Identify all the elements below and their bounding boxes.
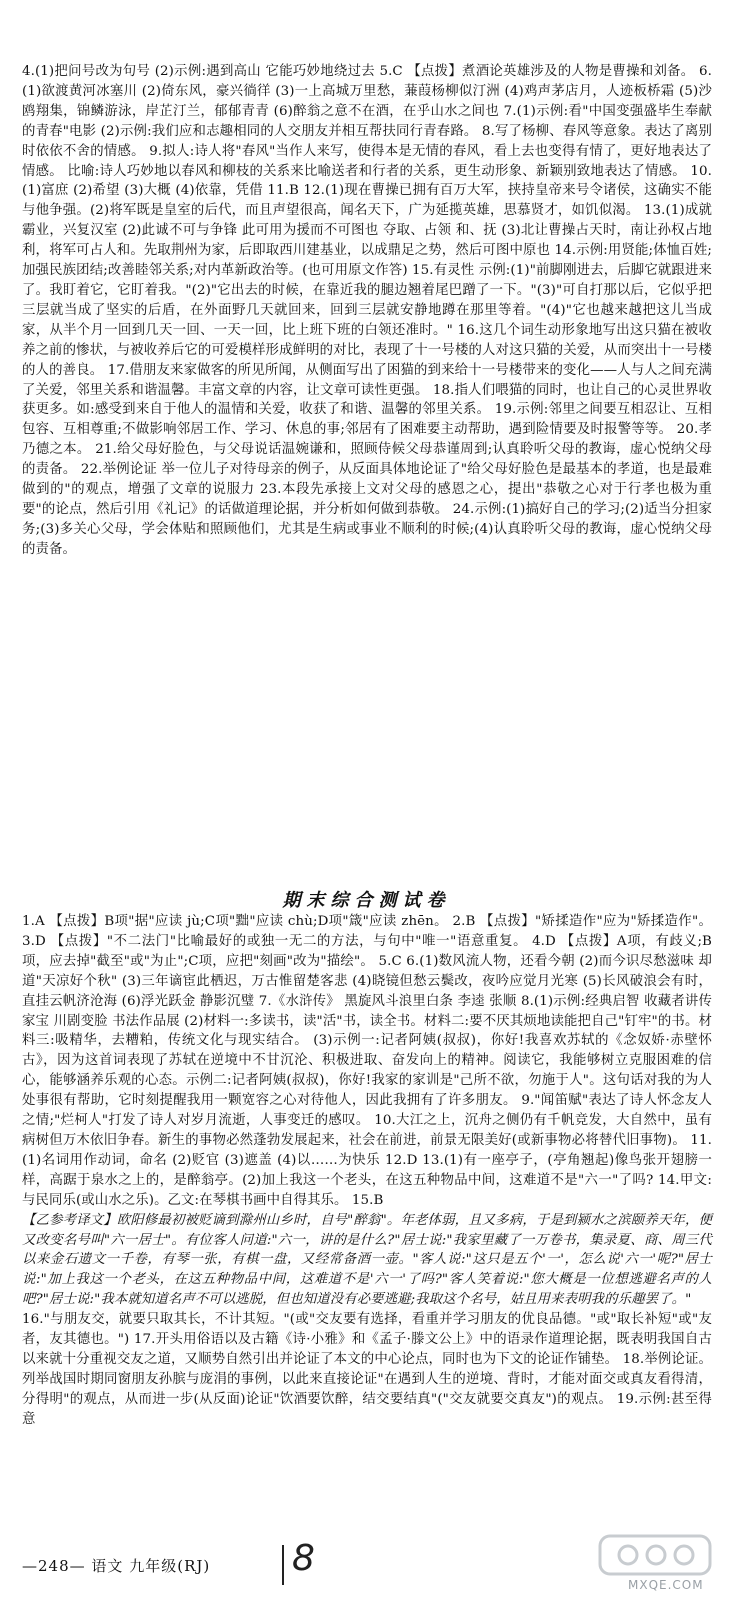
subject-label: 语文 [91,1557,124,1575]
final-exam-title: 期末综合测试卷 [282,890,451,911]
handwritten-mark: 8 [292,1538,315,1579]
section-2-text-continued: 16."与朋友交，就要只取其长，不计其短。"(或"交友要有选择，看重并学习朋友的优良品德。"或"取长补短"或"友者，友其德也。") 17.开头用俗语以及古籍《诗·小雅》和《孟子·滕文公上》中的语录作道理论据，既表明我国自古以来就十分重视交友之道，又顺势自然引出并论证了本文的中心论点，同时也为下文的论证作铺垫。 18.举例论证。列举战国时期同窗朋友孙膑与庞涓的事例，以此来直接论证"在遇到人生的逆境、背时，才能对面交或真友看得清，分得明"的观点，从而进一步(从反面)论证"饮酒要饮醉，结交要结真"("交友就要交真友")的观点。 19.示例:甚至得意 [22,1312,712,1427]
section-1-text: 4.(1)把问号改为句号 (2)示例:遇到高山 它能巧妙地绕过去 5.C 【点拨】煮酒论英雄涉及的人物是曹操和刘备。 6.(1)欲渡黄河冰塞川 (2)倚东风，豪兴徜徉 (3)一上高城万里愁，蒹葭杨柳似汀洲 (4)鸡声茅店月，人迹板桥霜 (5)沙鸥翔集，锦鳞游泳，岸芷汀兰，郁郁青青 (6)醉翁之意不在酒，在乎山水之间也 7.(1)示例:看"中国变强盛毕生奉献的青春"电影 (2)示例:我们应和志趣相同的人交朋友并相互帮扶同行青春路。 8.写了杨柳、春风等意象。表达了离别时依依不舍的情感。 9.拟人:诗人将"春风"当作人来写，使得本是无情的春风，看上去也变得有情了，更好地表达了情感。 比喻:诗人巧妙地以春风和柳枝的关系来比喻送者和行者的关系，更生动形象、新颖别致地表达了情感。 10.(1)富庶 (2)希望 (3)大概 (4)依靠，凭借 11.B 12.(1)现在曹操已拥有百万大军，挟持皇帝来号令诸侯，这确实不能与他争强。(2)将军既是皇室的后代，而且声望很高，闻名天下，广为延揽英雄，思慕贤才，如饥似渴。 13.(1)成就霸业，兴复汉室 (2)此诚不可与争锋 此可用为援而不可图也 夺取、占领 和、抚 (3)北让曹操占天时，南让孙权占地利，将军可占人和。先取荆州为家，后即取西川建基业，以成鼎足之势，然后可图中原也 14.示例:用贤能;体恤百姓;加强民族团结;改善睦邻关系;对内革新政治等。(也可用原文作答) 15.有灵性 示例:(1)"前脚刚进去，后脚它就跟进来了。我盯着它，它盯着我。"(2)"它出去的时候，在靠近我的腿边翘着尾巴蹭了一下。"(3)"可自打那以后，它似乎把三层就当成了坚实的后盾，在外面野几天就回来，回到三层就安静地蹲在那里等着。"(4)"它也越来越把这儿当成家，从半个月一回到几天一回、一天一回，比上班下班的白领还准时。" 16.这几个词生动形象地写出这只猫在被收养之前的惨状，与被收养后它的可爱模样形成鲜明的对比，表现了十一号楼的人对这只猫的关爱，从而突出十一号楼的人的善良。 17.借朋友来家做客的所见所闻，从侧面写出了困猫的到来给十一号楼带来的变化——人与人之间充满了关爱，邻里关系和谐温馨。丰富文章的内容，让文章可读性更强。 18.指人们喂猫的同时，也让自己的心灵世界收获更多。如:感受到来自于他人的温情和关爱，收获了和谐、温馨的邻里关系。 19.示例:邻里之间要互相忍让、互相包容、互相尊重;不做影响邻居工作、学习、休息的事;邻居有了困难要主动帮助，遇到险情要及时报警等等。 20.孝乃德之本。 21.给父母好脸色，与父母说话温婉谦和，照顾侍候父母恭谨周到;认真聆听父母的教诲，虚心悦纳父母的责备。 22.举例论证 举一位儿子对待母亲的例子，从反面具体地论证了"给父母好脸色是最基本的孝道，也是最难做到的"的观点，增强了文章的说服力 23.本段先承接上文对父母的感恩之心，提出"恭敬之心对于行孝也极为重要"的论点，然后引用《礼记》的话做道理论据，并分析如何做到恭敬。 24.示例:(1)搞好自己的学习;(2)适当分担家务;(3)多关心父母，学会体贴和照顾他们，尤其是生病或事业不顺利的时候;(4)认真聆听父母的教诲，虚心悦纳父母的责备。 [22,64,712,557]
answer-section-2 [22,912,712,1430]
watermark-text: MXQE.COM [628,1578,704,1592]
page-footer [22,1555,210,1577]
page-number: —248— [22,1557,86,1575]
answer-section-1 [22,62,712,560]
grade-label: 九年级(RJ) [129,1557,211,1575]
section-2-text: 1.A 【点拨】B项"据"应读 jù;C项"黜"应读 chù;D项"箴"应读 zhēn。 2.B 【点拨】"矫揉造作"应为"矫揉造作"。 3.D 【点拨】"不二法门"比喻最好的或独一无二的方法，与句中"唯一"语意重复。 4.D 【点拨】A项，有歧义;B项，应去掉"截至"或"为止";C项，应把"刻画"改为"描绘"。 5.C 6.(1)数风流人物，还看今朝 (2)而今识尽愁滋味 却道"天凉好个秋" (3)三年谪宦此栖迟，万古惟留楚客悲 (4)晓镜但愁云鬓改，夜吟应觉月光寒 (5)长风破浪会有时，直挂云帆济沧海 (6)浮光跃金 静影沉璧 7.《水浒传》 黑旋风斗浪里白条 李逵 张顺 8.(1)示例:经典启智 收藏者讲传家宝 川剧变脸 书法作品展 (2)材料一:多读书，读"活"书，读全书。材料二:要不厌其烦地读能把自己"钉牢"的书。材料三:吸精华，去糟粕，传统文化与现实结合。 (3)示例一:记者阿姨(叔叔)，你好!我喜欢苏轼的《念奴娇·赤壁怀古》，因为这首词表现了苏轼在逆境中不甘沉沦、积极进取、奋发向上的精神。阅读它，我能够树立克服困难的信心，能够涵养乐观的心态。示例二:记者阿姨(叔叔)，你好!我家的家训是"己所不欲，勿施于人"。这句话对我的为人处事很有帮助，它时刻提醒我用一颗宽容之心对待他人，因此我拥有了许多朋友。 9."闻笛赋"表达了诗人怀念友人之情;"烂柯人"打发了诗人对岁月流逝，人事变迁的感叹。 10.大江之上，沉舟之侧仍有千帆竞发，大自然中，虽有病树但万木依旧争春。新生的事物必然蓬勃发展起来，社会在前进，前景无限美好(或新事物必将替代旧事物)。 11.(1)名词用作动词，命名 (2)贬官 (3)遮盖 (4)以……为快乐 12.D 13.(1)有一座亭子，(亭角翘起)像鸟张开翅膀一样，高踞于泉水之上的，是醉翁亭。(2)加上我这一个老头，在这五种物品中间，这难道不是"六一"了吗? 14.甲文:与民同乐(或山水之乐)。乙文:在琴棋书画中自得其乐。 15.B [22,914,712,1208]
reference-translation: 【乙参考译文】欧阳修最初被贬谪到滁州山乡时，自号"醉翁"。年老体弱，且又多病，于是到颍水之滨颐养天年，便又改变名号叫"六一居士"。有位客人问道:"六一，讲的是什么?"居士说:"我家里藏了一万卷书，集录夏、商、周三代以来金石遗文一千卷，有琴一张，有棋一盘，又经常备酒一壶。"客人说:"这只是五个'一'，怎么说'六一'呢?"居士说:"加上我这一个老头，在这五种物品中间，这难道不是'六一'了吗?"客人笑着说:"您大概是一位想逃避名声的人吧?"居士说:"我本就知道名声不可以逃脱，但也知道没有必要逃避;我取这个名号，姑且用来表明我的乐趣罢了。" [22,1212,712,1308]
handwritten-stroke [282,1545,284,1585]
